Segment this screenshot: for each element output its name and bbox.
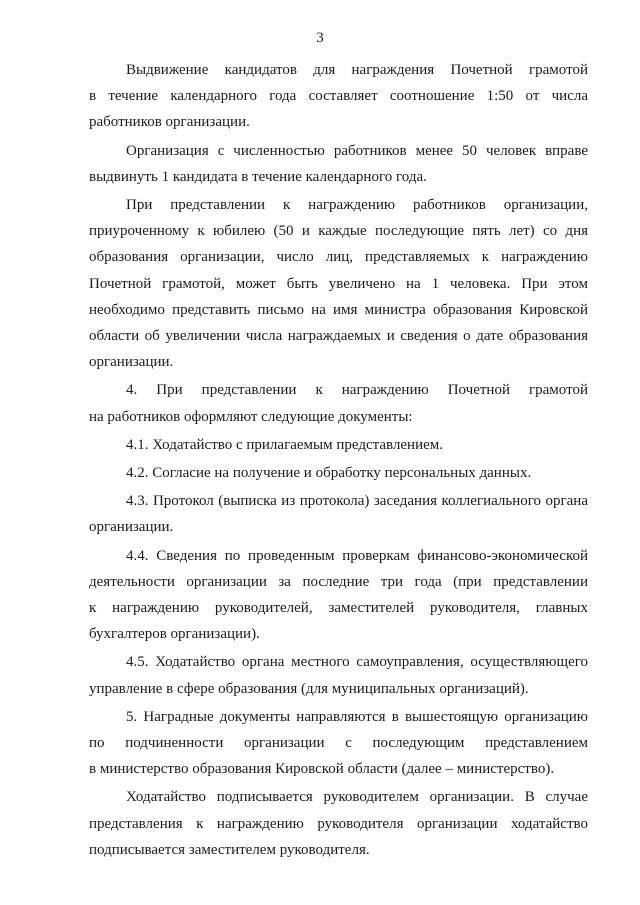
text-line: деятельности организации за последние три года (при представлении (89, 573, 588, 590)
text-line: 4.5. Ходатайство органа местного самоуправления, осуществляющего (126, 654, 588, 671)
text-line: управление в сфере образования (для муниципальных организаций). (89, 680, 529, 697)
text-line: образования организации, число лиц, представляемых к награждению (89, 249, 588, 266)
text-line: работников организации. (89, 114, 250, 131)
text-line: 4.1. Ходатайство с прилагаемым представлением. (126, 436, 444, 453)
paragraph-petition-signing (89, 784, 588, 863)
paragraph-item-4-3 (89, 488, 588, 540)
paragraph-item-4 (89, 377, 588, 429)
text-line: представления к награждению руководителя организации ходатайство (89, 815, 588, 832)
paragraph-anniversary (89, 192, 588, 375)
text-line: 5. Наградные документы направляются в вышестоящую организацию (126, 708, 588, 725)
text-line: необходимо представить письмо на имя министра образования Кировской (89, 301, 588, 318)
text-line: 4.3. Протокол (выписка из протокола) заседания коллегиального органа (126, 493, 588, 510)
text-line: к награждению руководителей, заместителей руководителя, главных (89, 600, 588, 617)
text-line: области об увеличении числа награждаемых и сведения о дате образования (89, 328, 588, 345)
text-line: выдвинуть 1 кандидата в течение календарного года. (89, 168, 427, 185)
paragraph-item-4-1 (89, 432, 588, 458)
paragraph-item-5 (89, 704, 588, 783)
text-line: Организация с численностью работников менее 50 человек вправе (126, 142, 588, 159)
text-line: 4.2. Согласие на получение и обработку персональных данных. (126, 465, 532, 482)
text-line: 4.4. Сведения по проведенным проверкам финансово-экономической (126, 547, 588, 564)
text-line: по подчиненности организации с последующим представлением (89, 735, 588, 752)
text-line: подписывается заместителем руководителя. (89, 841, 370, 858)
text-line: приуроченному к юбилею (50 и каждые последующие пять лет) со дня (89, 223, 588, 240)
text-line: Ходатайство подписывается руководителем организации. В случае (126, 789, 588, 806)
paragraph-item-4-2 (89, 460, 588, 486)
page-number: 3 (316, 30, 324, 46)
text-line: бухгалтеров организации). (89, 626, 260, 643)
text-line: организации. (89, 519, 174, 536)
text-line: в течение календарного года составляет соотношение 1:50 от числа (89, 88, 588, 105)
paragraph-small-org (89, 138, 588, 190)
paragraph-item-4-4 (89, 543, 588, 648)
paragraph-item-4-5 (89, 649, 588, 701)
text-line: При представлении к награждению работников организации, (126, 197, 588, 214)
text-line: на работников оформляют следующие документы: (89, 408, 413, 425)
text-line: 4. При представлении к награждению Почетной грамотой (126, 382, 588, 399)
text-line: в министерство образования Кировской области (далее – министерство). (89, 761, 555, 778)
text-line: Выдвижение кандидатов для награждения Почетной грамотой (126, 62, 588, 78)
paragraph-nomination-ratio (89, 57, 588, 136)
text-line: Почетной грамотой, может быть увеличено на 1 человека. При этом (89, 275, 588, 292)
document-body (89, 57, 588, 865)
text-line: организации. (89, 354, 174, 371)
